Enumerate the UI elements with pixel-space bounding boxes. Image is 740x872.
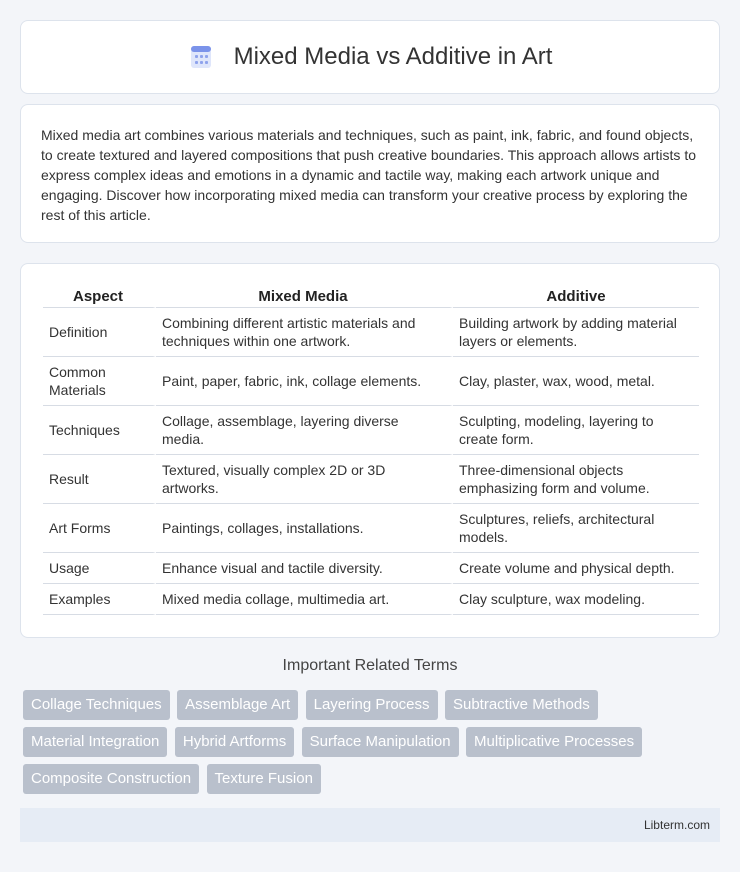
table-header-row	[43, 286, 699, 308]
cell-mixed-media: Enhance visual and tactile diversity.	[156, 553, 453, 584]
footer-site[interactable]: Libterm.com	[643, 818, 710, 832]
cell-mixed-media: Paint, paper, fabric, ink, collage elements.	[156, 357, 453, 406]
cell-mixed-media: Collage, assemblage, layering diverse media.	[156, 406, 453, 455]
page-title: Mixed Media vs Additive in Art	[233, 43, 553, 70]
intro-card	[20, 104, 720, 243]
related-term-tag[interactable]: Collage Techniques	[23, 690, 170, 720]
cell-aspect: Techniques	[43, 406, 156, 455]
cell-additive: Sculpting, modeling, layering to create form.	[453, 406, 699, 455]
intro-text: Mixed media art combines various materials and techniques, such as paint, ink, fabric, and found objects, to create textured and layered compositions that push creative boundaries. This approach allows artists to express complex ideas and emotions in a dynamic and tactile way, making each artwork unique and engaging. Discover how incorporating mixed media can transform your creative process by exploring the rest of this article.	[41, 127, 696, 223]
header-additive: Additive	[453, 286, 699, 308]
title-card	[20, 20, 720, 94]
table-row	[43, 504, 699, 553]
table-row	[43, 308, 699, 357]
related-terms-title: Important Related Terms	[282, 657, 458, 674]
related-term-tag[interactable]: Composite Construction	[23, 764, 199, 794]
cell-mixed-media: Combining different artistic materials and techniques within one artwork.	[156, 308, 453, 357]
document-icon	[188, 44, 214, 70]
footer	[20, 808, 720, 842]
cell-aspect: Usage	[43, 553, 156, 584]
related-terms-list	[23, 690, 723, 801]
related-term-tag[interactable]: Hybrid Artforms	[175, 727, 294, 757]
related-term-tag[interactable]: Multiplicative Processes	[466, 727, 642, 757]
cell-additive: Clay sculpture, wax modeling.	[453, 584, 699, 615]
related-term-tag[interactable]: Subtractive Methods	[445, 690, 598, 720]
cell-aspect: Examples	[43, 584, 156, 615]
related-term-tag[interactable]: Texture Fusion	[207, 764, 321, 794]
cell-aspect: Result	[43, 455, 156, 504]
cell-additive: Sculptures, reliefs, architectural models.	[453, 504, 699, 553]
cell-additive: Clay, plaster, wax, wood, metal.	[453, 357, 699, 406]
cell-additive: Three-dimensional objects emphasizing form and volume.	[453, 455, 699, 504]
comparison-card	[20, 263, 720, 638]
related-term-tag[interactable]: Material Integration	[23, 727, 167, 757]
header-mixed-media: Mixed Media	[156, 286, 453, 308]
cell-aspect: Art Forms	[43, 504, 156, 553]
table-row	[43, 406, 699, 455]
table-row	[43, 455, 699, 504]
header-aspect: Aspect	[43, 286, 156, 308]
related-term-tag[interactable]: Assemblage Art	[177, 690, 298, 720]
cell-mixed-media: Paintings, collages, installations.	[156, 504, 453, 553]
cell-mixed-media: Mixed media collage, multimedia art.	[156, 584, 453, 615]
table-row	[43, 357, 699, 406]
table-row	[43, 553, 699, 584]
cell-additive: Building artwork by adding material layers or elements.	[453, 308, 699, 357]
cell-additive: Create volume and physical depth.	[453, 553, 699, 584]
cell-mixed-media: Textured, visually complex 2D or 3D artworks.	[156, 455, 453, 504]
related-term-tag[interactable]: Layering Process	[306, 690, 438, 720]
table-row	[43, 584, 699, 615]
comparison-table	[43, 286, 699, 615]
cell-aspect: Definition	[43, 308, 156, 357]
cell-aspect: Common Materials	[43, 357, 156, 406]
related-term-tag[interactable]: Surface Manipulation	[302, 727, 459, 757]
